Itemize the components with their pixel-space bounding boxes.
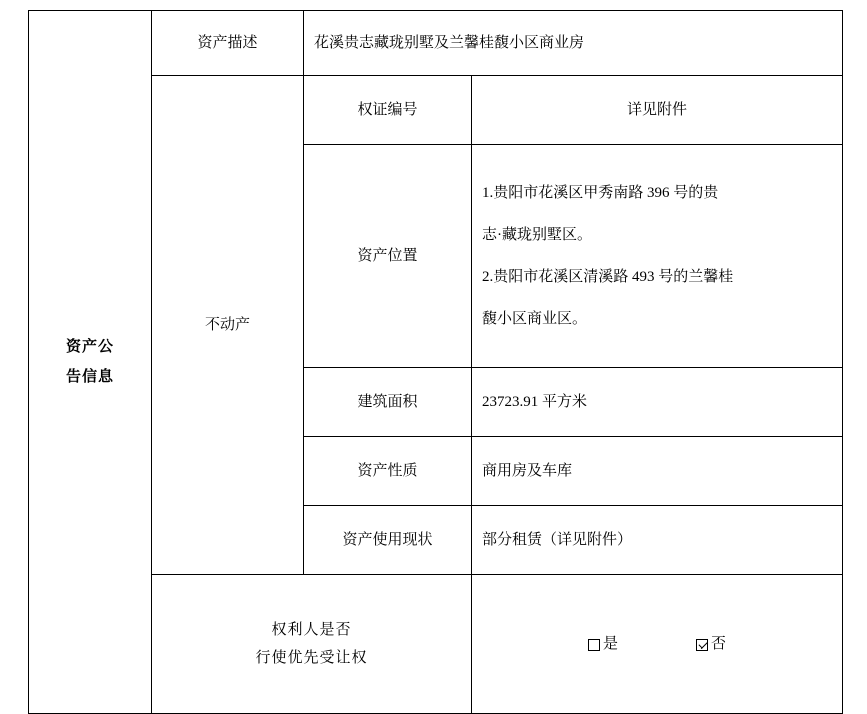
asset-description-value: 花溪贵志藏珑别墅及兰馨桂馥小区商业房 [304,11,843,76]
building-area-value: 23723.91 平方米 [472,368,843,437]
table-row [29,11,843,76]
checkbox-unchecked-icon[interactable] [588,639,600,651]
asset-usage-status-value: 部分租赁（详见附件） [472,506,843,575]
checkbox-checked-icon[interactable] [696,639,708,651]
certificate-number-value: 详见附件 [472,76,843,145]
asset-location-line-3: 2.贵阳市花溪区清溪路 493 号的兰馨桂 [482,269,734,285]
preemptive-right-label-line-2: 行使优先受让权 [255,650,368,666]
section-label-line-2: 告信息 [65,369,114,385]
building-area-label: 建筑面积 [304,368,472,437]
preemptive-right-label-line-1: 权利人是否 [271,621,352,638]
preemptive-right-option-yes-label: 是 [602,635,618,652]
preemptive-right-option-yes[interactable] [588,630,618,659]
preemptive-right-option-no[interactable] [696,630,726,659]
preemptive-right-label [152,575,472,714]
table-row [29,575,843,714]
preemptive-right-option-no-label: 否 [711,635,727,652]
asset-location-line-2: 志·藏珑别墅区。 [482,226,592,243]
asset-location-line-1: 1.贵阳市花溪区甲秀南路 396 号的贵 [482,184,719,201]
asset-location-value [472,145,843,368]
asset-nature-value: 商用房及车库 [472,437,843,506]
preemptive-right-options [472,575,843,714]
asset-nature-label: 资产性质 [304,437,472,506]
certificate-number-label: 权证编号 [304,76,472,145]
asset-announcement-table [28,10,843,714]
section-label-cell [29,11,152,714]
property-category-label: 不动产 [152,76,304,575]
table-row [29,76,843,145]
asset-location-line-4: 馥小区商业区。 [482,311,588,328]
asset-usage-status-label: 资产使用现状 [304,506,472,575]
asset-description-label: 资产描述 [152,11,304,76]
section-label-line-1: 资产公 [65,339,114,355]
asset-location-label: 资产位置 [304,145,472,368]
